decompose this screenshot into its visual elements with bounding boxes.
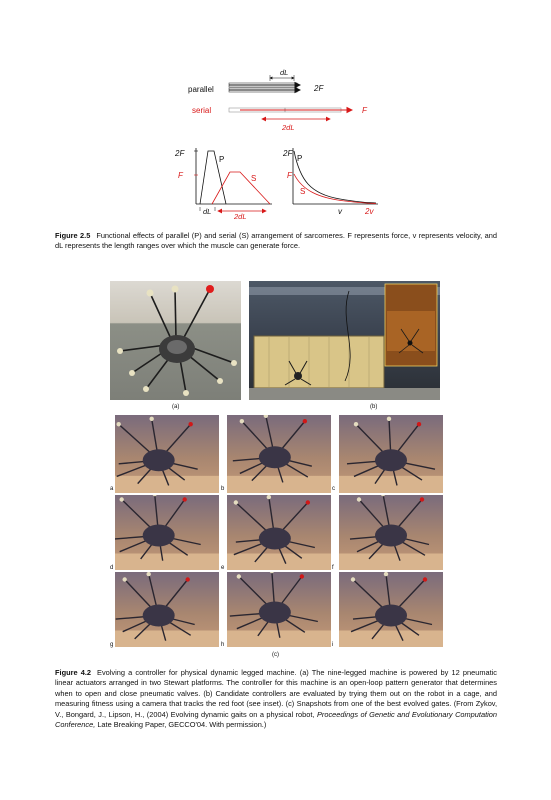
- snapshot-g: [115, 572, 219, 647]
- snapshot-label-e: e: [221, 565, 225, 571]
- snapshot-h: [227, 572, 334, 648]
- snapshot-label-a: a: [110, 486, 114, 492]
- snapshot-label-f: f: [332, 565, 334, 571]
- fl-P-label: P: [219, 155, 225, 164]
- snapshot-label-d: d: [110, 565, 114, 571]
- force-length-plot: [174, 148, 272, 221]
- panel-label-a: (a): [172, 404, 180, 410]
- figure-4-2-caption-italic: Proceedings of Genetic and Evolutionary Computation Conference,: [55, 709, 497, 730]
- serial-F-label: F: [362, 106, 367, 115]
- figure-2-5-caption: [55, 231, 497, 252]
- serial-label: serial: [192, 106, 212, 115]
- snapshot-label-b: b: [221, 486, 225, 492]
- snapshot-label-c: c: [332, 486, 335, 492]
- force-velocity-plot: [282, 148, 378, 216]
- fv-P-label: P: [297, 154, 303, 163]
- figure-2-5-number: Figure 2.5: [55, 231, 91, 240]
- fl-S-label: S: [251, 174, 257, 183]
- snapshot-d: [115, 495, 219, 570]
- snapshot-a: [115, 415, 219, 493]
- figure-4-2-caption-part1: Evolving a controller for physical dynamic legged machine. (a) The nine-legged machine is powered by 12 pneumatic linear actuators arranged in two Stewart platforms. The controller for this machine is an open-loop pattern generator that determines when to open and close pneumatic valves. (b) Candidate controllers are evaluated by trying them out on the robot in a cage, and measuring fitness using a camera that tracks the red foot (see inset). (c) Snapshots from one of the best evolved gates. (From Zykov, V., Bongard, J., Lipson, H., (2004) Evolving dynamic gaits on a physical robot,: [55, 668, 497, 719]
- fl-2dL-label: 2dL: [234, 212, 247, 221]
- serial-2dL-label: 2dL: [282, 123, 295, 132]
- figure-2-5-diagram: [0, 0, 551, 225]
- serial-arrangement: [192, 106, 368, 132]
- figure-4-2-caption-part2: Late Breaking Paper, GECCO'04. With permission.): [95, 720, 267, 730]
- snapshot-label-i: i: [332, 642, 334, 648]
- parallel-label: parallel: [188, 85, 214, 94]
- snapshot-b: [227, 415, 331, 493]
- fv-2v-label: 2v: [365, 207, 374, 216]
- fv-F-label: F: [287, 171, 292, 180]
- snapshot-e: [227, 495, 331, 570]
- panel-label-c: (c): [272, 652, 279, 658]
- parallel-2F-label: 2F: [314, 84, 324, 93]
- snapshot-f: [339, 495, 443, 570]
- fl-dL-label: dL: [203, 207, 212, 216]
- figure-2-5-caption-text: Functional effects of parallel (P) and serial (S) arrangement of sarcomeres. F represents force, v represents velocity, and dL represents the length ranges over which the muscle can generate force.: [55, 231, 497, 251]
- snapshot-label-g: g: [110, 642, 114, 648]
- figure-4-2-number: Figure 4.2: [55, 668, 92, 677]
- panel-label-b: (b): [370, 404, 378, 410]
- photo-robot-cage: [249, 281, 440, 400]
- fv-S-label: S: [300, 187, 306, 196]
- fv-2F-label: 2F: [283, 149, 293, 158]
- snapshot-i: [339, 572, 443, 647]
- snapshot-c: [339, 415, 443, 493]
- parallel-dL-label: dL: [280, 68, 289, 77]
- parallel-arrangement: [188, 68, 324, 94]
- fl-F-label: F: [178, 171, 183, 180]
- fl-2F-label: 2F: [175, 149, 185, 158]
- fv-v-label: v: [338, 207, 342, 216]
- figure-4-2-caption: [55, 668, 497, 730]
- snapshot-label-h: h: [221, 642, 225, 648]
- photo-nine-legged-robot: [110, 281, 241, 400]
